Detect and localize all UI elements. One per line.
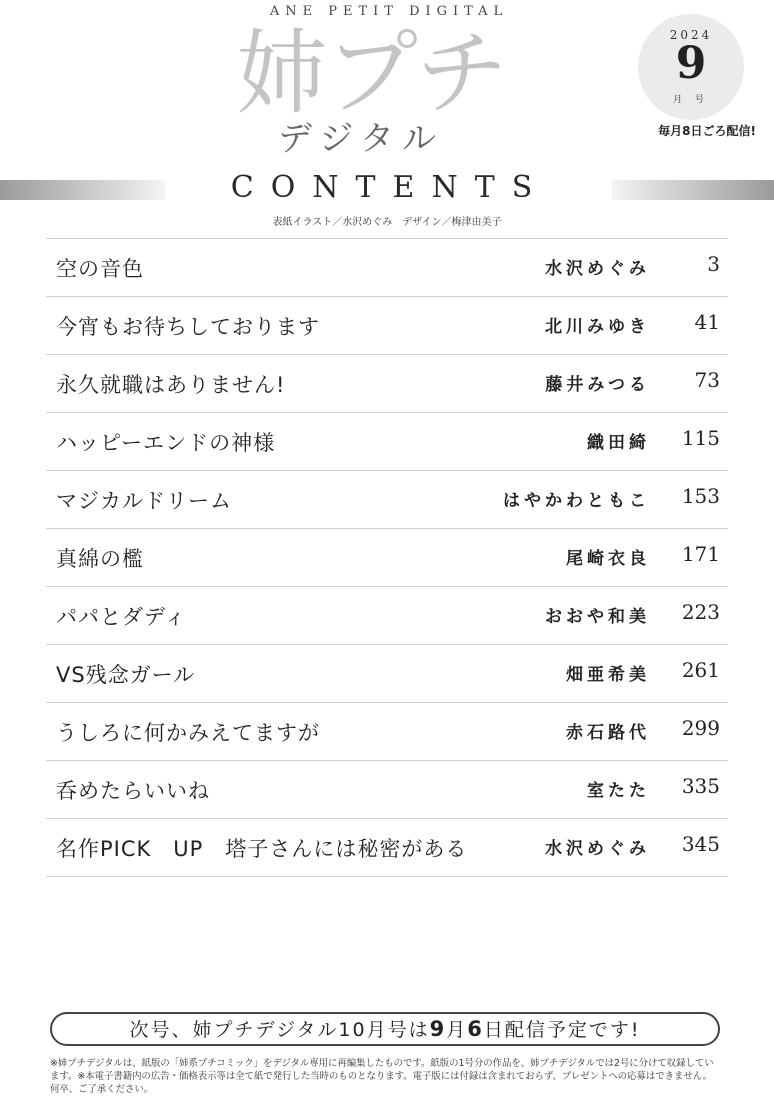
toc-author: おおや和美: [545, 607, 650, 627]
toc-page: 261: [681, 658, 720, 682]
toc-author: 織田綺: [587, 433, 650, 453]
toc-row[interactable]: [46, 819, 728, 877]
toc-author: はやかわともこ: [503, 491, 650, 511]
decorative-band-left: [0, 180, 165, 200]
toc-author: 北川みゆき: [545, 317, 650, 337]
toc-row[interactable]: [46, 529, 728, 587]
release-schedule-note: 毎月8日ごろ配信!: [658, 124, 756, 138]
toc-page: 41: [694, 310, 720, 334]
footnote: [50, 1057, 746, 1096]
issue-badge: [638, 14, 744, 120]
next-issue-prefix: 次号、姉プチデジタル10月号は: [129, 1019, 430, 1041]
next-issue-month: 9: [429, 1017, 447, 1041]
issue-unit: 月 号: [673, 95, 709, 105]
toc-author: 水沢めぐみ: [545, 839, 650, 859]
toc-title: パパとダディ: [56, 605, 187, 629]
magazine-logo-subtitle: デジタル: [278, 119, 444, 159]
toc-page: 153: [681, 484, 720, 508]
toc-row[interactable]: [46, 587, 728, 645]
issue-number: 9: [675, 38, 707, 89]
brand-english-name: ANE PETIT DIGITAL: [269, 4, 509, 19]
next-issue-suffix: 日配信予定です!: [483, 1019, 641, 1041]
issue-year: 2024: [669, 28, 713, 42]
footnote-line: ます。※本電子書籍内の広告・価格表示等は全て紙で発行した当時のものとなります。電子版には付録は含まれておらず、プレゼントへの応募はできません。: [50, 1071, 713, 1082]
toc-row[interactable]: [46, 703, 728, 761]
table-of-contents: [46, 238, 728, 877]
footnote-line: 何卒、ご了承ください。: [50, 1084, 154, 1095]
toc-page: 115: [681, 426, 720, 450]
toc-title: 呑めたらいいね: [56, 779, 210, 803]
toc-title: マジカルドリーム: [56, 489, 232, 513]
toc-title: うしろに何かみえてますが: [56, 721, 320, 745]
toc-author: 畑亜希美: [566, 665, 650, 685]
contents-heading: CONTENTS: [230, 170, 550, 205]
toc-title: VS残念ガール: [56, 663, 196, 687]
toc-page: 299: [681, 716, 720, 740]
toc-title: 永久就職はありません!: [56, 373, 286, 397]
toc-page: 345: [681, 832, 720, 856]
toc-title: 空の音色: [56, 257, 144, 281]
toc-page: 73: [694, 368, 720, 392]
toc-row[interactable]: [46, 471, 728, 529]
toc-page: 223: [681, 600, 720, 624]
toc-title: 今宵もお待ちしております: [56, 315, 320, 339]
toc-page: 335: [681, 774, 720, 798]
toc-row[interactable]: [46, 238, 728, 297]
toc-author: 赤石路代: [566, 723, 650, 743]
toc-row[interactable]: [46, 297, 728, 355]
toc-row[interactable]: [46, 645, 728, 703]
footnote-line: ※姉プチデジタルは、紙版の「姉系プチコミック」をデジタル専用に再編集したものです。紙版の1号分の作品を、姉プチデジタルでは2号に分けて収録してい: [50, 1058, 714, 1069]
toc-author: 室たた: [587, 781, 650, 801]
toc-title: 名作PICK UP 塔子さんには秘密がある: [56, 837, 468, 861]
toc-row[interactable]: [46, 413, 728, 471]
next-issue-banner: [50, 1012, 720, 1046]
magazine-logo: 姉プチ: [236, 20, 507, 127]
next-issue-day: 6: [467, 1017, 484, 1041]
toc-page: 3: [707, 252, 720, 276]
next-issue-month-unit: 月: [446, 1019, 468, 1041]
cover-credits: 表紙イラスト／水沢めぐみ デザイン／梅津由美子: [272, 217, 502, 228]
toc-title: 真綿の檻: [56, 547, 144, 571]
toc-author: 藤井みつる: [545, 375, 650, 395]
toc-page: 171: [681, 542, 720, 566]
toc-row[interactable]: [46, 761, 728, 819]
decorative-band-right: [612, 180, 774, 200]
toc-author: 尾崎衣良: [566, 549, 650, 569]
toc-author: 水沢めぐみ: [545, 259, 650, 279]
toc-title: ハッピーエンドの神様: [56, 431, 276, 455]
toc-row[interactable]: [46, 355, 728, 413]
